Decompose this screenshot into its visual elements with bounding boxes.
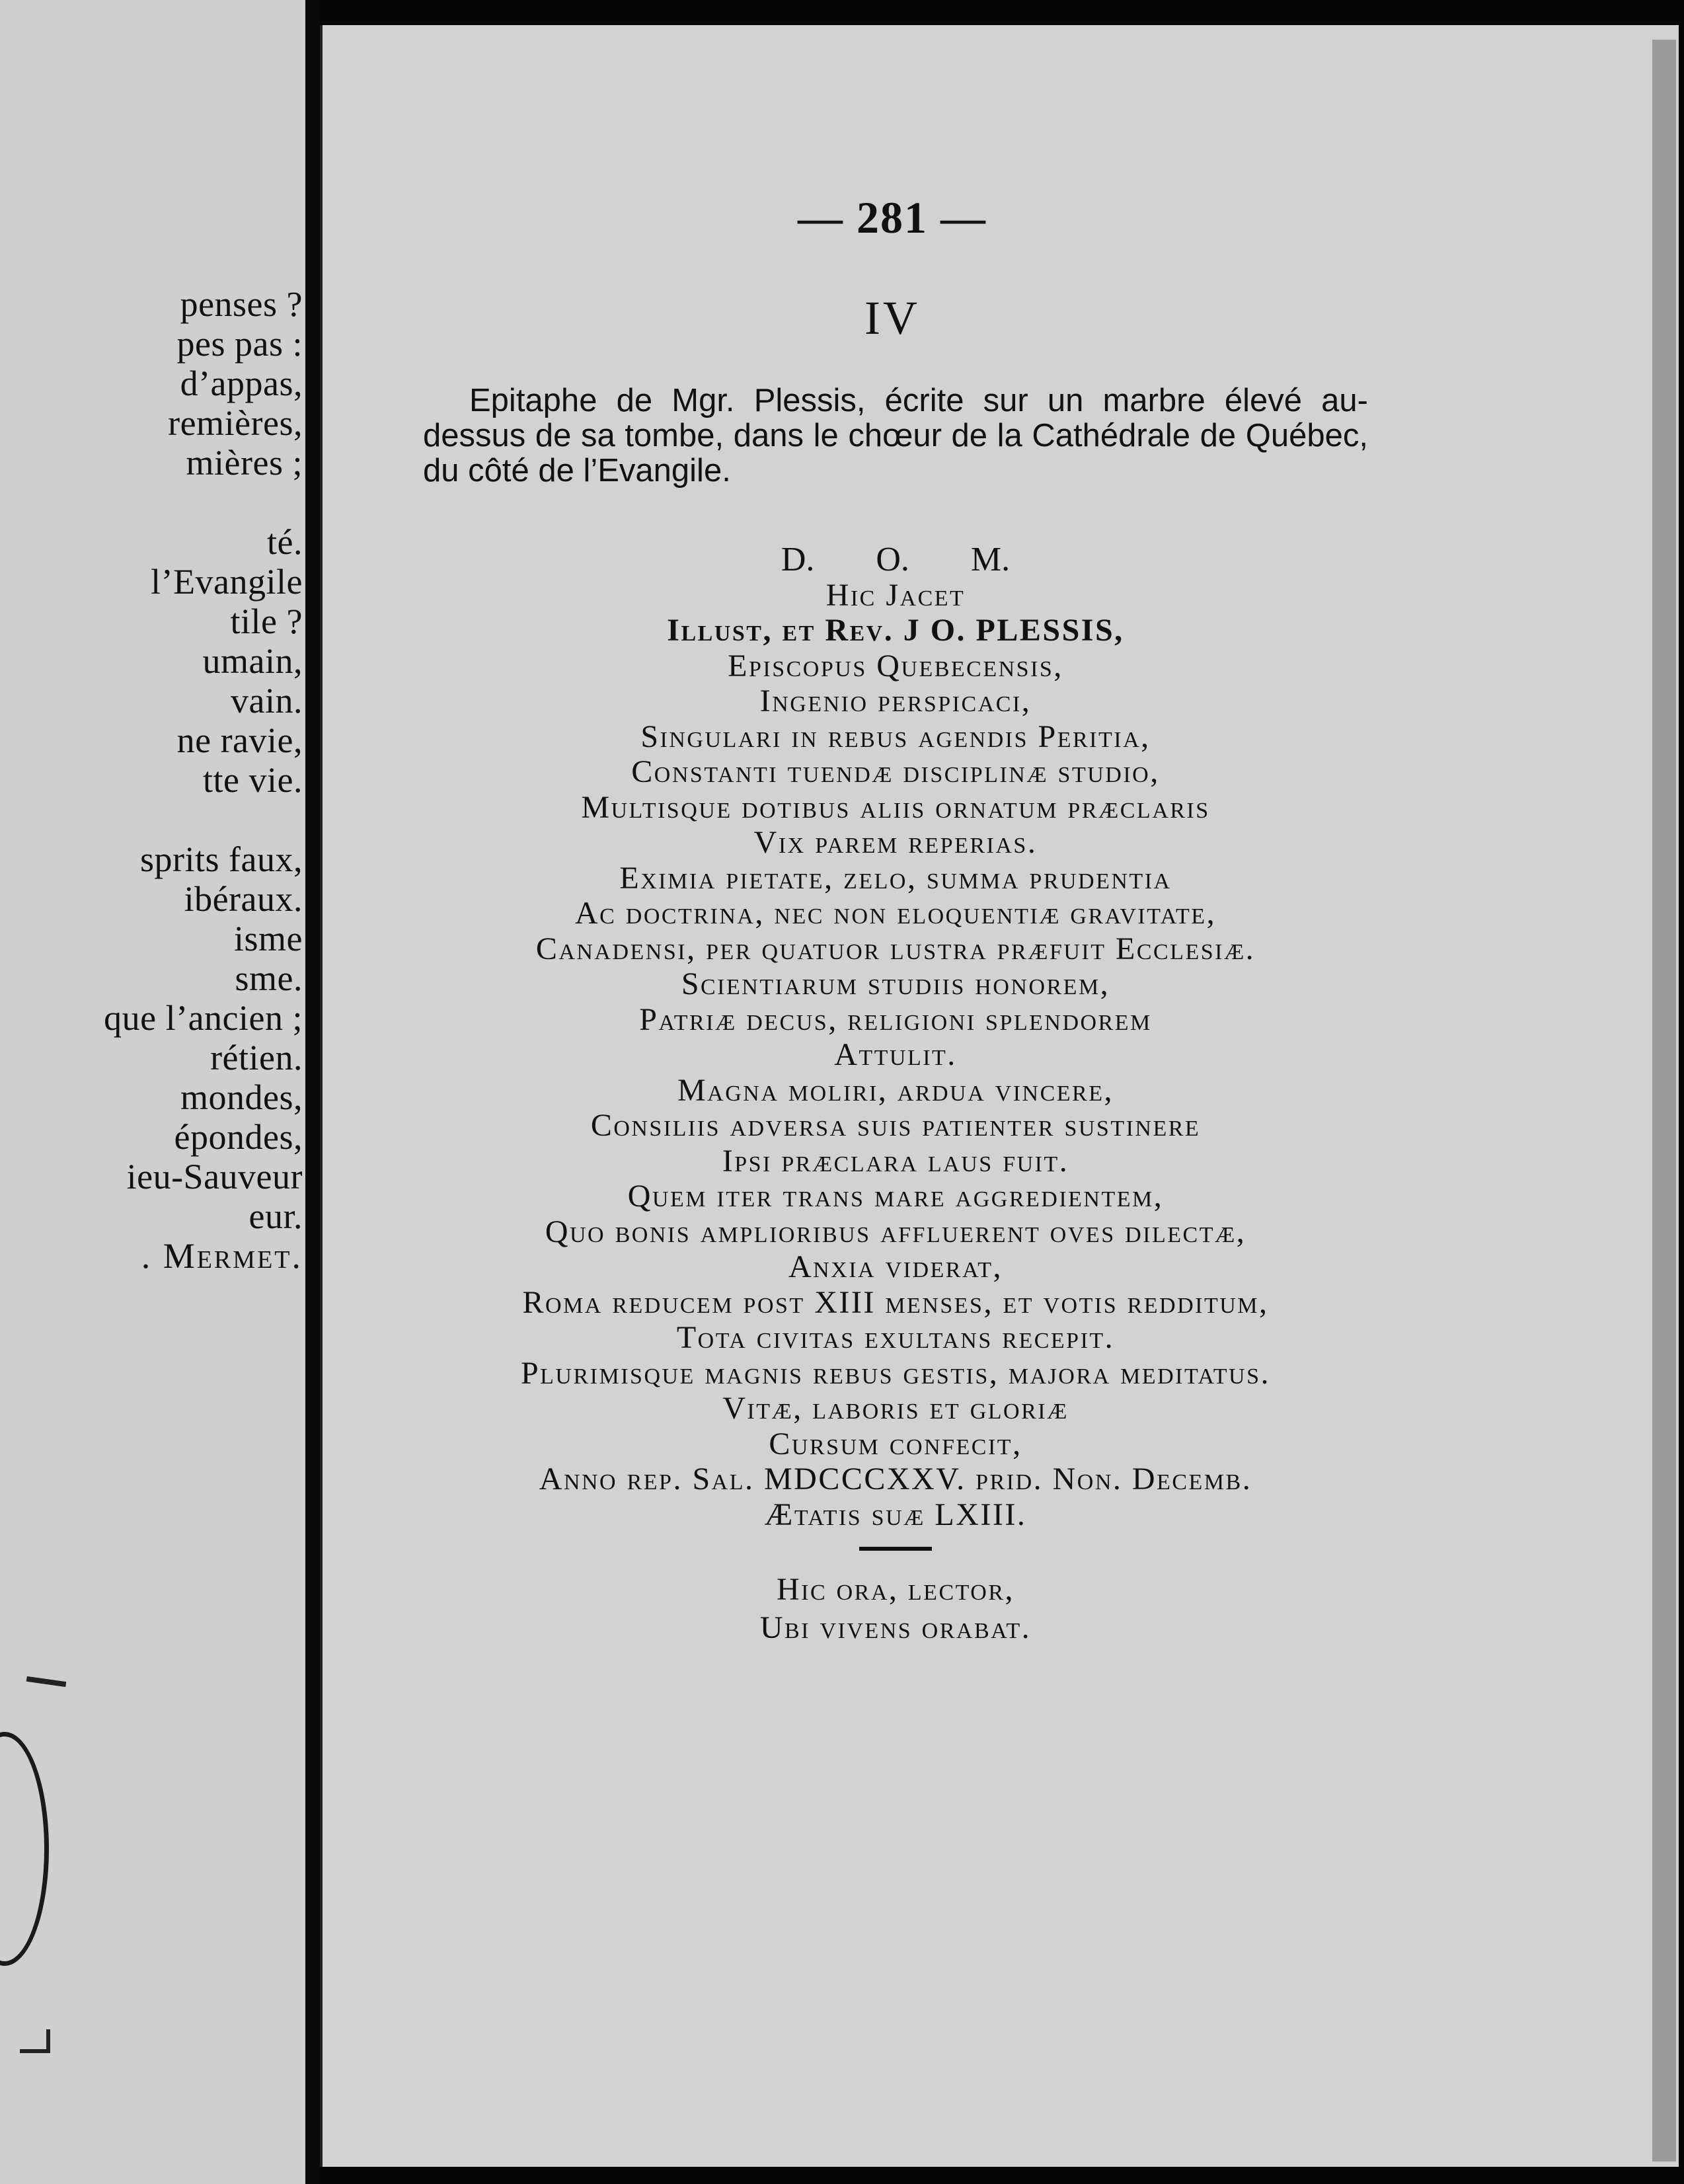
epitaph-line: Hic Jacet	[825, 577, 966, 613]
left-line: ne ravie,	[176, 721, 303, 760]
epitaph-line: Eximia pietate, zelo, summa prudentia	[619, 860, 1172, 896]
left-line: ieu-Sauveur	[126, 1157, 303, 1196]
epitaph-line: Canadensi, per quatuor lustra præfuit Ecclesiæ.	[535, 931, 1256, 966]
epitaph-line: Ingenio perspicaci,	[759, 683, 1032, 719]
left-line: rétien.	[210, 1038, 303, 1077]
left-line: mières ;	[186, 443, 303, 483]
epitaph-closing	[370, 1571, 1421, 1647]
section-divider	[859, 1547, 932, 1551]
epitaph-line: Illust, et Rev. J O. PLESSIS,	[667, 613, 1124, 648]
epitaph-line: Vitæ, laboris et gloriæ	[722, 1391, 1069, 1426]
left-line: isme	[234, 919, 303, 958]
epitaph-line: Multisque dotibus aliis ornatum præclaris	[581, 789, 1210, 825]
left-line: umain,	[202, 641, 303, 681]
left-line: tte vie.	[203, 760, 303, 800]
epitaph-line: Quo bonis amplioribus affluerent oves dilectæ,	[545, 1214, 1246, 1249]
left-page	[0, 0, 305, 2184]
epitaph-line: Ac doctrina, nec non eloquentiæ gravitate,	[574, 896, 1217, 931]
section-heading: IV	[864, 292, 920, 344]
epitaph-line: Ipsi præclara laus fuit.	[722, 1143, 1069, 1179]
left-line: l’Evangile	[151, 562, 303, 602]
closing-line: Ubi vivens orabat.	[759, 1610, 1032, 1645]
epitaph-line: Patriæ decus, religioni splendorem	[639, 1001, 1152, 1037]
left-line: té.	[267, 522, 303, 562]
epitaph-line: Ætatis suæ LXIII.	[764, 1497, 1027, 1532]
scan-mark	[20, 2029, 50, 2053]
left-line: ibéraux.	[184, 879, 303, 919]
page-gutter	[305, 0, 320, 2184]
epitaph-line: Anno rep. Sal. MDCCCXXV. prid. Non. Decemb.	[539, 1462, 1252, 1497]
scan-mark	[26, 1676, 67, 1687]
epitaph-line: Roma reducem post XIII menses, et votis redditum,	[522, 1284, 1269, 1320]
left-line: tile ?	[230, 602, 303, 641]
epitaph-line: Attulit.	[834, 1037, 957, 1072]
epitaph-text	[370, 542, 1421, 1647]
epitaph-line: Constanti tuendæ disciplinæ studio,	[631, 754, 1160, 789]
intro-paragraph: Epitaphe de Mgr. Plessis, écrite sur un marbre élevé au-dessus de sa tombe, dans le chœur de la Cathédrale de Québec, du côté de l’Evangile.	[423, 383, 1368, 488]
left-line: penses ?	[180, 284, 303, 324]
left-line-signature: . Mermet.	[141, 1236, 303, 1276]
page-edge-shadow	[1652, 40, 1676, 2162]
epitaph-line: Scientiarum studiis honorem,	[681, 966, 1110, 1001]
epitaph-line: Episcopus Quebecensis,	[728, 648, 1063, 683]
epitaph-line: Cursum confecit,	[769, 1426, 1022, 1462]
left-line: vain.	[231, 681, 303, 721]
left-line: sme.	[235, 958, 303, 998]
epitaph-line: Consiliis adversa suis patienter sustinere	[590, 1108, 1201, 1143]
epitaph-line: Quem iter trans mare aggredientem,	[627, 1179, 1164, 1214]
epitaph-line: Magna moliri, ardua vincere,	[677, 1072, 1114, 1108]
epitaph-line: Tota civitas exultans recepit.	[676, 1320, 1115, 1355]
epitaph-line: D. O. M.	[781, 541, 1011, 578]
left-line: épondes,	[174, 1117, 303, 1157]
ornament-curve	[0, 1732, 49, 1966]
left-line: remières,	[168, 403, 303, 443]
closing-line: Hic ora, lector,	[776, 1572, 1015, 1607]
epitaph-line: Singulari in rebus agendis Peritia,	[640, 719, 1151, 754]
epitaph-line: Anxia viderat,	[788, 1249, 1003, 1284]
epitaph-line: Plurimisque magnis rebus gestis, majora meditatus.	[520, 1355, 1271, 1391]
left-line: eur.	[249, 1196, 303, 1236]
left-line: pes pas :	[176, 324, 303, 364]
left-line: sprits faux,	[140, 839, 303, 879]
left-line: d’appas,	[180, 364, 303, 403]
left-line: mondes,	[180, 1077, 303, 1117]
left-line: que l’ancien ;	[104, 998, 303, 1038]
page-number: — 281 —	[798, 192, 987, 243]
epitaph-line: Vix parem reperias.	[753, 825, 1038, 860]
